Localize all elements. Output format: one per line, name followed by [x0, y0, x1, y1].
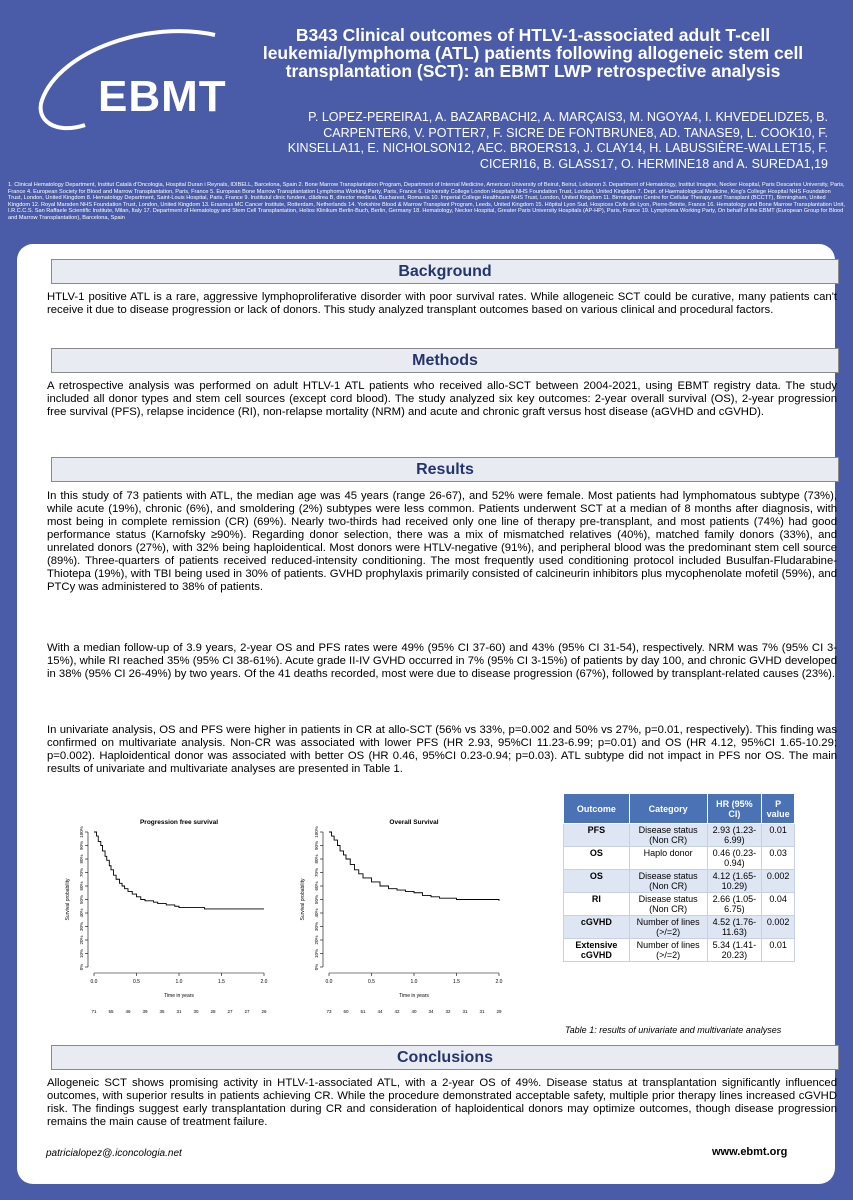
- y-tick-label: 100%: [314, 826, 319, 838]
- table-header-p: P value: [762, 794, 795, 824]
- y-tick-label: 100%: [79, 826, 84, 838]
- background-heading: Background: [51, 259, 839, 284]
- at-risk-count: 51: [360, 1009, 366, 1014]
- x-tick-label: 0.5: [133, 979, 140, 985]
- methods-heading: Methods: [51, 348, 839, 373]
- at-risk-count: 29: [496, 1009, 502, 1014]
- table-cell-category: Disease status (Non CR): [629, 893, 707, 916]
- x-tick-label: 2.0: [260, 979, 268, 985]
- x-tick-label: 1.0: [175, 979, 183, 985]
- table-cell-outcome: RI: [564, 893, 630, 916]
- table-cell-p: 0.04: [762, 893, 795, 916]
- y-tick-label: 70%: [79, 867, 84, 878]
- y-tick-label: 80%: [314, 854, 319, 864]
- table-row: [564, 916, 795, 939]
- at-risk-count: 34: [428, 1009, 434, 1014]
- table-cell-hr: 2.66 (1.05-6.75): [707, 893, 762, 916]
- y-tick-label: 40%: [314, 908, 319, 918]
- at-risk-count: 31: [462, 1009, 468, 1014]
- pfs-km-plot: [60, 818, 280, 1028]
- table-row: [564, 824, 795, 847]
- y-tick-label: 80%: [79, 854, 84, 864]
- x-tick-label: 0.0: [90, 979, 98, 985]
- x-axis-label: Time in years: [164, 993, 194, 999]
- pfs-chart: [60, 818, 280, 1033]
- y-tick-label: 20%: [79, 935, 84, 945]
- poster-header: [0, 0, 853, 180]
- y-tick-label: 60%: [79, 881, 84, 891]
- y-tick-label: 30%: [314, 921, 319, 932]
- y-tick-label: 70%: [314, 867, 319, 878]
- table-header-category: Category: [629, 794, 707, 824]
- at-risk-count: 39: [142, 1009, 148, 1014]
- at-risk-count: 35: [159, 1009, 165, 1014]
- table-header-hr: HR (95% CI): [707, 794, 762, 824]
- table-cell-hr: 2.93 (1.23-6.99): [707, 824, 762, 847]
- table-cell-category: Disease status (Non CR): [629, 870, 707, 893]
- table-row: [564, 939, 795, 962]
- table-cell-p: 0.002: [762, 916, 795, 939]
- at-risk-count: 26: [261, 1009, 267, 1014]
- y-tick-label: 90%: [314, 840, 319, 851]
- at-risk-count: 30: [193, 1009, 199, 1014]
- x-tick-label: 0.0: [325, 979, 333, 985]
- results-paragraph-2: With a median follow-up of 3.9 years, 2-year OS and PFS rates were 49% (95% CI 37-60) and 43% (95% CI 31-54), respectively. NRM was 7% (95% CI 3-15%), while RI reached 35% (95% CI 38-61%). Acute grade II-IV GVHD occurred in 7% (95% CI 3-15%) of patients by day 100, and chronic GVHD developed in 38% (95% CI 26-49%) by two years. Of the 41 deaths recorded, most were due to disease progression (67%), followed by transplant-related causes (23%).: [47, 642, 837, 680]
- table-cell-hr: 4.52 (1.76-11.63): [707, 916, 762, 939]
- at-risk-count: 28: [210, 1009, 216, 1014]
- chart-title: Progression free survival: [139, 819, 219, 826]
- at-risk-count: 60: [343, 1009, 349, 1014]
- table-caption: Table 1: results of univariate and multivariate analyses: [565, 1025, 782, 1035]
- y-tick-label: 30%: [79, 921, 84, 932]
- y-tick-label: 40%: [79, 908, 84, 918]
- at-risk-count: 32: [445, 1009, 451, 1014]
- table-cell-outcome: Extensive cGVHD: [564, 939, 630, 962]
- at-risk-count: 40: [411, 1009, 417, 1014]
- table-cell-p: 0.03: [762, 847, 795, 870]
- table-row: [564, 870, 795, 893]
- at-risk-count: 27: [244, 1009, 250, 1014]
- os-km-plot: [295, 818, 515, 1028]
- chart-title: Overall Survival: [389, 819, 439, 826]
- survival-curve: [94, 832, 264, 909]
- conclusions-text: Allogeneic SCT shows promising activity in HTLV-1-associated ATL, with a 2-year OS of 49%. Disease status at transplantation significantly influenced outcomes, with superior results in patients achieving CR. While the procedure demonstrated acceptable safety, multiple prior therapy lines increased cGVHD risk. The findings suggest early transplantation during CR and consideration of haploidentical donors may optimize outcomes, though disease progression remains the main cause of treatment failure.: [47, 1077, 837, 1128]
- at-risk-count: 71: [91, 1009, 97, 1014]
- x-tick-label: 1.5: [218, 979, 225, 985]
- table-cell-category: Haplo donor: [629, 847, 707, 870]
- table-cell-category: Disease status (Non CR): [629, 824, 707, 847]
- table-header-outcome: Outcome: [564, 794, 630, 824]
- table-cell-outcome: PFS: [564, 824, 630, 847]
- at-risk-count: 44: [377, 1009, 383, 1014]
- table-cell-hr: 5.34 (1.41-20.23): [707, 939, 762, 962]
- at-risk-count: 42: [394, 1009, 400, 1014]
- results-paragraph-1: In this study of 73 patients with ATL, the median age was 45 years (range 26-67), and 52% were female. Most patients had lymphomatous subtype (73%), while acute (19%), chronic (6%), and smoldering (2%) subtypes were less common. Patients underwent SCT at a median of 8 months after diagnosis, with most being in complete remission (CR) (69%). Nearly two-thirds had received only one line of therapy pre-transplant, and most patients (74%) had good performance status (Karnofsky ≥90%). Regarding donor selection, there was a mix of mismatched relatives (40%), matched family donors (33%), and unrelated donors (27%), with 32% being haploidentical. Most donors were HTLV-negative (91%), and peripheral blood was the predominant stem cell source (89%). Three-quarters of patients received reduced-intensity conditioning. The most frequently used conditioning protocol included Busulfan-Fludarabine-Thiotepa (19%), with TBI being used in 30% of patients. GVHD prophylaxis primarily consisted of calcineurin inhibitors plus mycophenolate mofetil (59%), and PTCy was administered to 38% of patients.: [47, 490, 837, 593]
- affiliations: 1. Clinical Hematology Department, Institut Català d'Oncologia, Hospital Duran i Reynals, IDIBELL, Barcelona, Spain 2. Bone Marrow Transplantation Program, Department of Internal Medicine, American University of Beirut, Beirut, Lebanon 3. Department of Hematology, Institut Imagine, Necker Hospital, Paris Descartes University, Paris, France 4. European Society for Blood and Marrow Transplantation, Paris, France 5. European Bone Marrow Transplantation Lymphoma Working Party, Paris, France 6. University College London Hospitals NHS Foundation Trust, London, United Kingdom 7. Dept. of Haematological Medicine, King's College Hospital NHS Foundation Trust, London, United Kingdom 8. Hematology Department, Saint-Louis Hospital, Paris, France 9. Institutul clinic fundeni, clădirea B, director medical, Bucharest, Romania 10. Imperial College Healthcare NHS Trust, London, United Kingdom 11. Birmingham Centre for Cellular Therapy and Transplant (BCCTT), Birmingham, United Kingdom 12. Royal Marsden NHS Foundation Trust, London, United Kingdom 13. Erasmus MC Cancer Institute, Rotterdam, Netherlands 14. Yorkshire Blood & Marrow Transplant Program, Leeds, United Kingdom 15. Hôpital Lyon Sud, Hospices Civils de Lyon, Pierre-Bénite, France 16. Hematology and Bone Marrow Transplantation Unit, I.R.C.C.S. San Raffaele Scientific Institute, Milan, Italy 17. Department of Hematology and Stem Cell Transplantation, Helios Klinikum Berlin-Buch, Berlin, Germany 18. Hematology, Necker Hospital, Greater Paris University Hospitals (AP-HP), Paris, France 19. Lymphoma Working Party, On behalf of the EBMT (European Group for Blood and Marrow Transplantation), Barcelona, Spain: [8, 182, 845, 221]
- table-cell-p: 0.01: [762, 939, 795, 962]
- y-tick-label: 0%: [79, 963, 84, 971]
- table-cell-outcome: OS: [564, 870, 630, 893]
- table-cell-category: Number of lines (>/=2): [629, 916, 707, 939]
- ebmt-logo: EBMT: [98, 72, 227, 121]
- results-heading: Results: [51, 457, 839, 482]
- at-risk-count: 73: [326, 1009, 332, 1014]
- x-tick-label: 0.5: [368, 979, 375, 985]
- website-url[interactable]: www.ebmt.org: [712, 1146, 788, 1158]
- y-tick-label: 50%: [314, 894, 319, 905]
- x-tick-label: 2.0: [495, 979, 503, 985]
- at-risk-count: 46: [125, 1009, 131, 1014]
- y-axis-label: Survival probability: [65, 878, 71, 921]
- content-panel: [17, 244, 835, 1184]
- at-risk-count: 27: [227, 1009, 233, 1014]
- table-row: [564, 847, 795, 870]
- background-text: HTLV-1 positive ATL is a rare, aggressive lymphoproliferative disorder with poor survival rates. While allogeneic SCT could be curative, many patients can't receive it due to disease progression or lack of donors. This study analyzed transplant outcomes based on various clinical and procedural factors.: [47, 291, 837, 316]
- y-tick-label: 60%: [314, 881, 319, 891]
- y-axis-label: Survival probability: [300, 878, 306, 921]
- contact-email[interactable]: patricialopez@.iconcologia.net: [46, 1148, 182, 1159]
- y-tick-label: 50%: [79, 894, 84, 905]
- conclusions-heading: Conclusions: [51, 1045, 839, 1070]
- table-cell-p: 0.01: [762, 824, 795, 847]
- x-axis-label: Time in years: [399, 993, 429, 999]
- y-tick-label: 10%: [79, 948, 84, 959]
- results-table: [563, 793, 795, 962]
- os-chart: [295, 818, 515, 1033]
- at-risk-count: 31: [479, 1009, 485, 1014]
- y-tick-label: 90%: [79, 840, 84, 851]
- table-cell-p: 0.002: [762, 870, 795, 893]
- y-tick-label: 0%: [314, 963, 319, 971]
- methods-text: A retrospective analysis was performed on adult HTLV-1 ATL patients who received allo-SCT between 2004-2021, using EBMT registry data. The study included all donor types and stem cell sources (except cord blood). The study analyzed six key outcomes: 2-year overall survival (OS), 2-year progression free survival (PFS), relapse incidence (RI), non-relapse mortality (NRM) and acute and chronic graft versus host disease (aGVHD and cGVHD).: [47, 380, 837, 418]
- survival-curve: [329, 832, 499, 901]
- x-tick-label: 1.5: [453, 979, 460, 985]
- y-tick-label: 10%: [314, 948, 319, 959]
- table-cell-hr: 4.12 (1.65-10.29): [707, 870, 762, 893]
- at-risk-count: 55: [108, 1009, 114, 1014]
- table-header-row: [564, 794, 795, 824]
- poster-authors: P. LOPEZ-PEREIRA1, A. BAZARBACHI2, A. MARÇAIS3, M. NGOYA4, I. KHVEDELIDZE5, B. CARPENTER6, V. POTTER7, F. SICRE DE FONTBRUNE8, AD. TANASE9, L. COOK10, F. KINSELLA11, E. NICHOLSON12, AEC. BROERS13, J. CLAY14, H. LABUSSIÈRE-WALLET15, F. CICERI16, B. GLASS17, O. HERMINE18 and A. SUREDA1,19: [287, 110, 828, 171]
- x-tick-label: 1.0: [410, 979, 418, 985]
- table-cell-category: Number of lines (>/=2): [629, 939, 707, 962]
- poster-title: B343 Clinical outcomes of HTLV-1-associated adult T-cell leukemia/lymphoma (ATL) patients following allogeneic stem cell transplantation (SCT): an EBMT LWP retrospective analysis: [262, 25, 804, 81]
- y-tick-label: 20%: [314, 935, 319, 945]
- table-row: [564, 893, 795, 916]
- table-cell-outcome: cGVHD: [564, 916, 630, 939]
- table-cell-outcome: OS: [564, 847, 630, 870]
- table-cell-hr: 0.46 (0.23-0.94): [707, 847, 762, 870]
- at-risk-count: 31: [176, 1009, 182, 1014]
- results-paragraph-3: In univariate analysis, OS and PFS were higher in patients in CR at allo-SCT (56% vs 33%, p=0.002 and 50% vs 27%, p=0.01, respectively). This finding was confirmed on multivariate analysis. Non-CR was associated with lower PFS (HR 2.93, 95%CI 11.23-6.99; p=0.01) and OS (HR 4.12, 95%CI 1.65-10.29; p=0.002). Haploidentical donor was associated with better OS (HR 0.46, 95%CI 0.23-0.94; p=0.03). ATL subtype did not impact in PFS nor OS. The main results of univariate and multivariate analyses are presented in Table 1.: [47, 724, 837, 775]
